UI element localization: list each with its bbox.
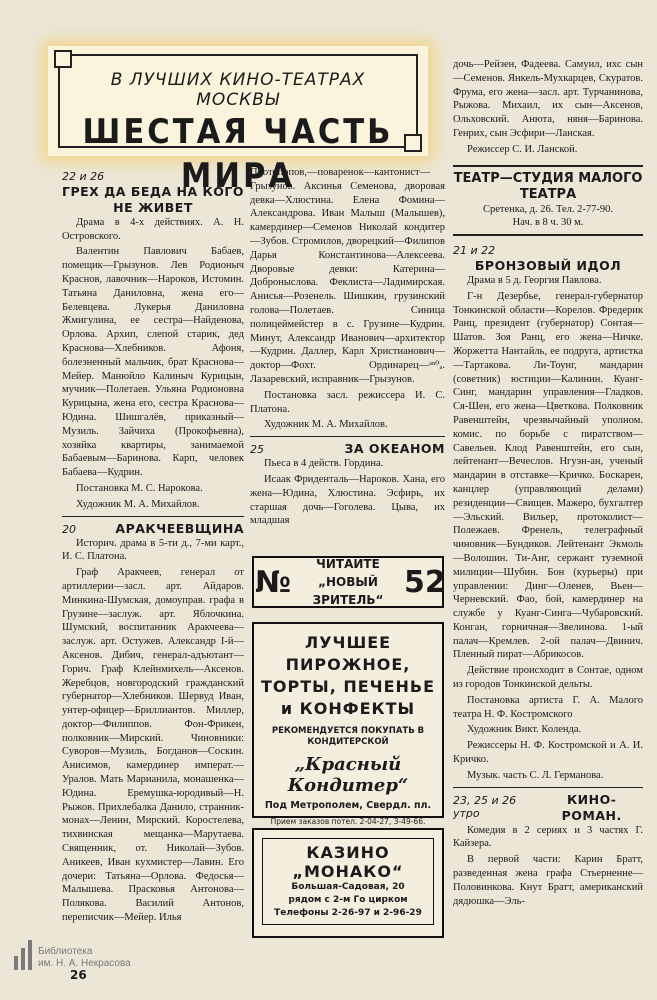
ad-recommendation: РЕКОМЕНДУЕТСЯ ПОКУПАТЬ В КОНДИТЕРСКОЙ	[271, 726, 425, 747]
ad-line: и КОНФЕКТЫ	[280, 699, 416, 718]
divider	[453, 787, 643, 788]
library-watermark	[14, 940, 131, 970]
ad-line: „НОВЫЙ ЗРИТЕЛЬ“	[312, 575, 384, 607]
play-description: Комедия в 2 сериях и 3 частях Г. Кайзера.	[453, 824, 643, 850]
brand-name: „Красный Кондитер“	[287, 754, 409, 796]
play-date: 23, 25 и 26 утро	[453, 793, 517, 821]
play-description: Драма в 4-х действиях. А. Н. Островского.	[62, 216, 244, 242]
issue-number: 52	[404, 564, 446, 600]
play-cast: В первой части: Карин Братт, разведенная жена графа Стьерненне—Половинкова. Кнут Братт, американский дядюшка—Эль-	[453, 854, 643, 907]
play-title: БРОНЗОВЫЙ ИДОЛ	[474, 257, 622, 273]
brand-name: КАЗИНО „МОНАКО“	[292, 843, 404, 881]
page-number: 26	[70, 968, 87, 982]
play-directors: Режиссеры Н. Ф. Костромской и А. И. Кричко.	[453, 740, 643, 766]
play-director: Постановка М. С. Нарокова.	[76, 482, 203, 494]
theatre-address: Сретенка, д. 26. Тел. 2-77-90.	[482, 203, 613, 215]
ad-line: ЧИТАЙТЕ	[316, 557, 380, 571]
play-date: 22 и 26	[62, 170, 105, 183]
ad-line: ЛУЧШЕЕ ПИРОЖНОЕ,	[285, 633, 411, 674]
play-setting: Действие происходит в Сонтае, одном из городов Тонкинской дельты.	[453, 665, 643, 691]
banner-subtitle: В ЛУЧШИХ КИНО-ТЕАТРАХ МОСКВЫ	[110, 70, 366, 110]
play-cast: Граф Аракчеев, генерал от артиллерии—засл. арт. Айдаров. Минкина-Шумская, домоуправ. графа в Грузине—заслуж. арт. Яблочкина. Шумский, воспитанник Аракчеева—заслуж. арт. Остужев. Александр I-й—Аксенов. Дибич, генерал-адъютант—Горич. Граф Клейнмихель—Аксенов. Жеребцов, новгородский гражданский губернатор—Хлебников. Шервуд Иван, унтер-офицер—Бриллиантов. Миллер, доктор—Филиппов. Фон-Фрикен, полковник—Мирский. Чиновники: Суворов—Музиль, Богданов—Соскин. Анисимов, камердинер императ.—Уралов. Мать Марианила, монашенка—Юдина. Еремушка-юродивый—Н. Рыжов. Прихлебалка Данило, странник-монах—Ленин, Мирский. Коростелева, тихвинская мещанка—Марутаева. Священник, от. Николай—Зубов. Аникеев, Иван кухмистер—Лавин. Его дочери: Татьяна—Орлова. Федосья—Малышева. Прасковья Антонова—Полякова. Василий Антонов, переписчик—Мейер. Илья	[62, 567, 244, 924]
play-director: Постановка артиста Г. А. Малого театра Н. Ф. Костромского	[453, 694, 643, 720]
play-music: Музык. часть С. Л. Германова.	[467, 769, 604, 781]
column-left	[62, 170, 244, 927]
play-cast: Г-н Дезербье, генерал-губернатор Тонкинской области—Корелов. Фредерик Ранц, президент (губернатор) Сонтая—Шатов. Зоя Ранц, его жена—Ничке. Жоржетта Нантайль, ее подруга, артистка—Тартакова. Ли-Тоунг, мандарин (советник) юстиции—Калинин. Куанг-Синг, мандарин управления—Гладков. Ся-Шен, его жена—Цветкова. Полковник Равенштейн, чрезвычайный уполном. комис. по борьбе с пиратством—Савельев. Клод Равенштейн, его сын, лейтенант—Вечеслов. Нгуэн-ан, ученый мандарин в отставке—Кричко. Боскарен, канцлер (управляющий делами) резиденции—Свищев. Мажеро, бухгалтер—Эльский. Вильер, протоколист—Полежаев. Френель, телеграфный чиновник—Бундиков. Лейтенант Экмоль—Волошин. Ти-Анг, сержант туземной милиции—Шубин. Бон (курьеры) при управлении: Динг—Оленев, Вьен—Черневский. Фао, бой, камердинер на службе у Куанг-Синга—Чубаровский. Конган, горничная—Звелинова. 1-ый палач—Кремлев. 2-ой палач—Двинич. Пленный пират—Абрикосов.	[453, 290, 643, 661]
play-title: ЗА ОКЕАНОМ	[344, 441, 445, 457]
play-title: КИНО-РОМАН.	[561, 791, 622, 823]
ad-landmark: рядом с 2-м Го цирком	[288, 895, 408, 905]
play-date: 20	[62, 522, 76, 536]
play-date: 25	[250, 443, 264, 457]
play-artist: Художник М. А. Михайлов.	[264, 419, 388, 431]
ad-address: Большая-Садовая, 20	[291, 882, 405, 892]
play-cast: Исаак Фриденталь—Нароков. Хана, его жена—Юдина, Хлюстина. Эсфирь, их старшая дочь—Гоголева. Цыва, их младшая	[250, 473, 445, 527]
ad-text	[292, 555, 404, 609]
play-cast-continued: дочь—Рейзен, Фадеева. Самуил, ихс сын—Семенов. Янкель-Мухкарцев, Скуратов. Фрума, его жена—засл. арт. Турчанинова, Рыжова. Михаил, их сын—Аксенов, Ольховский. Анюта, няня—Баринова. Генрих, сын Эсфири—Ланская.	[453, 59, 643, 139]
ad-confectionery	[252, 622, 444, 826]
play-description: Драма в 5 д. Георгия Павлова.	[467, 274, 602, 286]
column-middle	[250, 166, 445, 530]
ad-new-spectator	[252, 556, 444, 608]
play-cast-continued: Протопопов,—поваренок—кантонист—Грызунов. Аксинья Семенова, дворовая девка—Хлюстина. Елена Фомина—Александрова. Иван Малыш (Малышев), камердинер—Семенов Николай кондитер—Зубов. Стромилов, дворецкий—Филипов Дарья Константинова—Алексеева. Дворовые девки: Катерина—Доброныслова. Феклиста—Ладимирская. Анисья—Розенель. Шишкин, грузинский голова—Полетаев. Синица полицеймейстер в с. Грузине—Кудрин. Минут, Александр Иванович—архитектор—Кудрин. Даллер, Карл Христианович—доктор—Фохт. Ординарец—ᵃⁿ⁰ₐ. Лазаревский, исправник—Грызунов.	[250, 167, 445, 385]
ad-phones: Прием заказов потел. 2-04-27, 3-49-66.	[270, 817, 426, 826]
theatre-header	[453, 165, 643, 237]
play-director: Постановка засл. режиссера И. С. Платона.	[250, 389, 445, 415]
play-description: Историч. драма в 5-ти д., 7-ми карт., И. С. Платона.	[62, 537, 244, 563]
play-header	[250, 441, 445, 457]
divider	[62, 516, 244, 517]
play-cast: Валентин Павлович Бабаев, помещик—Грызунов. Лев Родионыч Краснов, лавочник—Нароков, Истомин. Татьяна Даниловна, жена его—Белевцева. Лукерья Даниловна Жмигулина, ее сестра—Найденова, Орлова. Архип, слепой старик, дед Краснова—Хлебников. Афоня, болезненный мальчик, брат Краснова—Мейер. Манюйло Калиныч Курицын, мучник—Полетаев. Ульяна Родионовна Курицына, жена его, сестра Краснова—Юдина. Шишгалёв, приказный—Музиль. Зайчиха (Прокофьевна), хозяйка квартиры, занимаемой Бабаевым—Баринова. Карп, человек Бабаева—Кудрин.	[62, 246, 244, 479]
watermark-text	[38, 946, 131, 970]
ad-phones: Телефоны 2-26-97 и 2-96-29	[274, 908, 422, 918]
divider	[250, 436, 445, 437]
issue-number-symbol: №	[254, 564, 292, 600]
ad-address: Под Метрополем, Свердл. пл.	[264, 800, 432, 811]
ad-line: ТОРТЫ, ПЕЧЕНЬЕ	[260, 677, 436, 696]
banner-title: ШЕСТАЯ ЧАСТЬ МИРА	[82, 112, 394, 196]
play-header	[62, 521, 244, 537]
watermark-line: им. Н. А. Некрасова	[38, 958, 131, 969]
play-title: ГРЕХ ДА БЕДА НА КОГО НЕ ЖИВЕТ	[62, 183, 244, 215]
play-director: Режиссер С. И. Ланской.	[467, 143, 578, 155]
play-description: Пьеса в 4 действ. Гордина.	[264, 458, 384, 470]
ad-casino	[252, 828, 444, 938]
column-right	[453, 58, 643, 910]
ad-inner-frame	[262, 838, 434, 925]
play-header	[453, 792, 643, 824]
library-logo-icon	[14, 940, 32, 970]
play-artist: Художник М. А. Михайлов.	[76, 498, 200, 510]
theatre-title: ТЕАТР—СТУДИЯ МАЛОГО ТЕАТРА	[453, 170, 643, 202]
theatre-start-time: Нач. в 8 ч. 30 м.	[512, 217, 584, 229]
play-artist: Художник Викт. Коленда.	[467, 724, 582, 736]
play-date: 21 и 22	[453, 244, 496, 258]
watermark-line: Библиотека	[38, 946, 93, 957]
play-title: АРАКЧЕЕВЩИНА	[115, 520, 244, 536]
